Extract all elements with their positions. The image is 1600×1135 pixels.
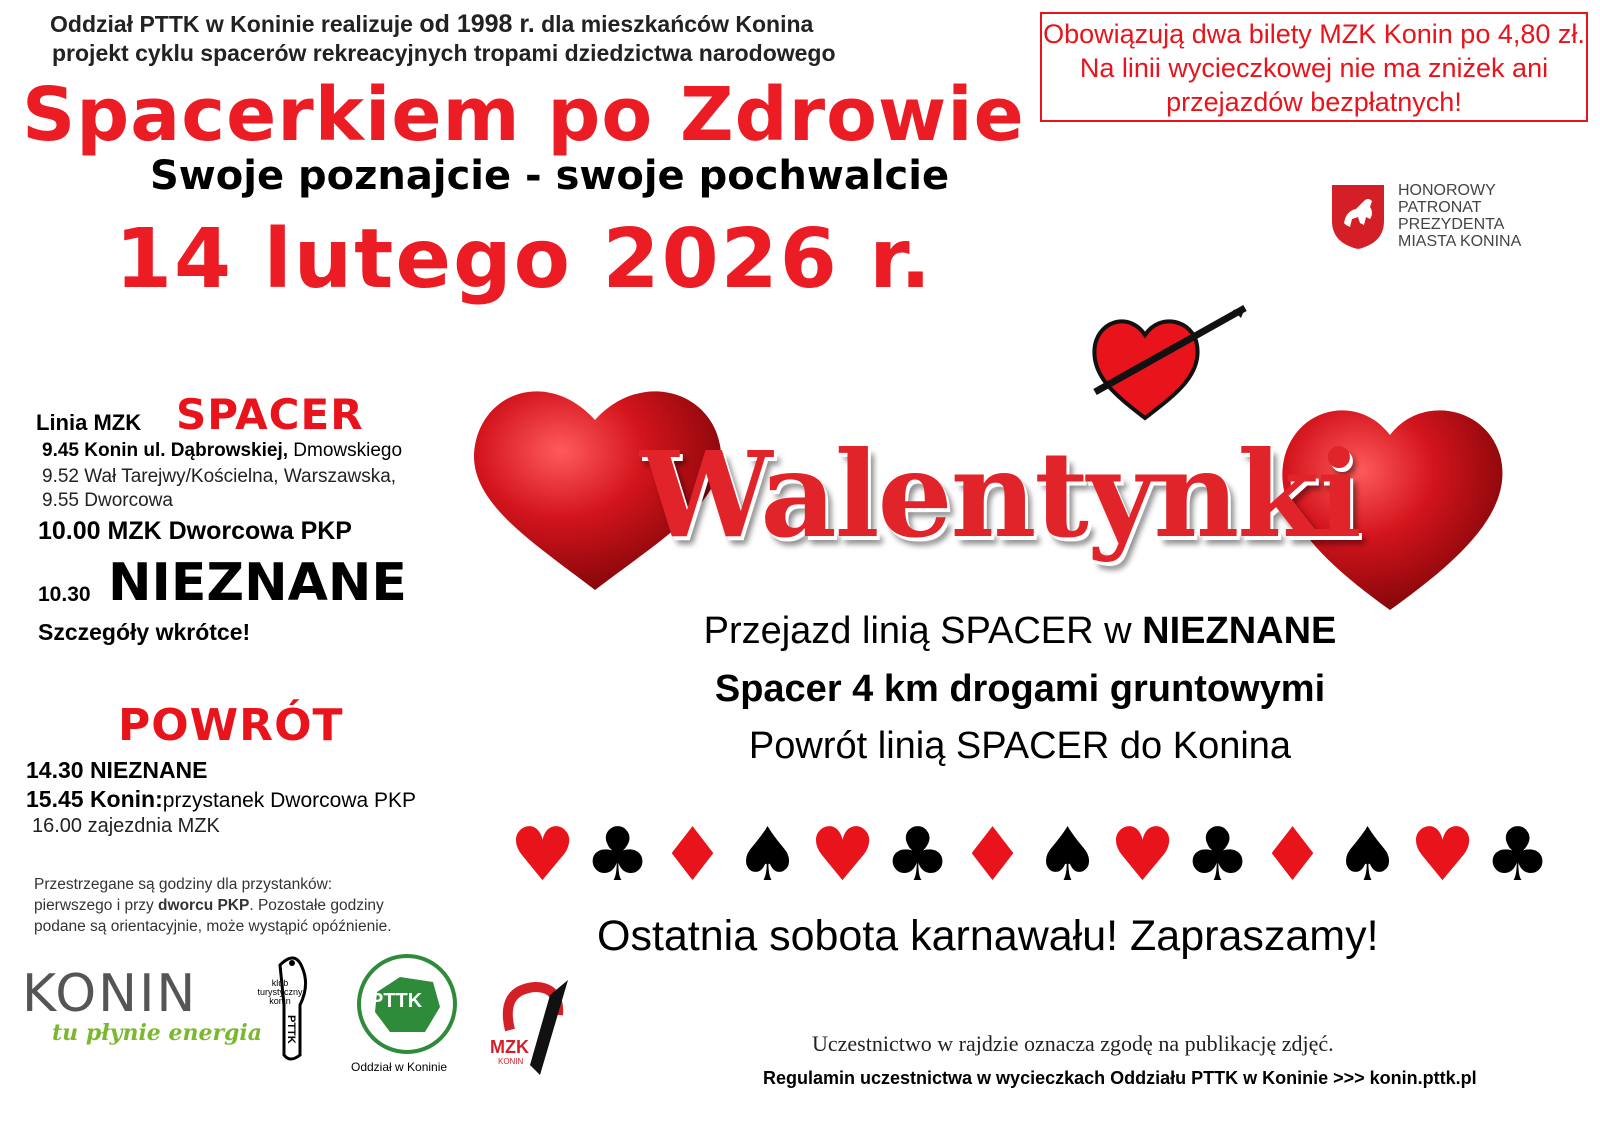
return-1: 14.30 NIEZNANE <box>26 757 208 783</box>
heart-suit-icon: ♥ <box>509 812 576 898</box>
motto: Swoje poznajcie - swoje pochwalcie <box>150 153 950 199</box>
diamond-suit-icon: ♦ <box>659 812 726 898</box>
card-suits-row <box>505 812 1555 898</box>
destination-name: NIEZNANE <box>108 553 407 613</box>
heart-suit-icon: ♥ <box>1409 812 1476 898</box>
spade-suit-icon: ♠ <box>1034 812 1101 898</box>
return-3: 16.00 zajezdnia MZK <box>32 815 220 837</box>
return-title: POWRÓT <box>118 700 344 751</box>
return-2: 15.45 Konin:przystanek Dworcowa PKP <box>26 786 417 812</box>
stop-2: 9.52 Wał Tarejwy/Kościelna, Warszawska, <box>42 466 397 487</box>
footnote: Przestrzegane są godziny dla przystanków: pierwszego i przy dworcu PKP. Pozostałe godziny podane są orientacyjnie, może wystąpić opóźnienie. <box>34 876 392 935</box>
return-info: Powrót linią SPACER do Konina <box>748 725 1292 767</box>
ticket-notice: Obowiązują dwa bilety MZK Konin po 4,80 zł. Na linii wycieczkowej nie ma zniżek ani przejazdów bezpłatnych! <box>1040 12 1588 122</box>
konin-logo: KONIN tu płynie energia <box>22 964 263 1046</box>
organizer-line: Oddział PTTK w Koninie realizuje od 1998 r. dla mieszkańców Konina <box>50 10 814 38</box>
club-suit-icon: ♣ <box>884 812 951 898</box>
stop-1: 9.45 Konin ul. Dąbrowskiej, Dmowskiego <box>42 440 403 461</box>
club-suit-icon: ♣ <box>584 812 651 898</box>
stop-4: 10.00 MZK Dworcowa PKP <box>38 517 352 545</box>
spade-suit-icon: ♠ <box>1334 812 1401 898</box>
photo-consent: Uczestnictwo w rajdzie oznacza zgodę na publikację zdjęć. <box>812 1031 1334 1056</box>
rules-link[interactable]: Regulamin uczestnictwa w wycieczkach Oddziału PTTK w Koninie >>> konin.pttk.pl <box>763 1068 1477 1088</box>
mzk-logo: MZK KONIN <box>490 975 580 1080</box>
diamond-suit-icon: ♦ <box>1259 812 1326 898</box>
line-label: Linia MZK <box>36 410 142 435</box>
project-description: projekt cyklu spacerów rekreacyjnych tropami dziedzictwa narodowego <box>52 40 836 66</box>
walentynki-title: Walentynki <box>640 425 1360 564</box>
closing-line: Ostatnia sobota karnawału! Zapraszamy! <box>597 912 1379 960</box>
club-suit-icon: ♣ <box>1484 812 1551 898</box>
pttk-logo: PTTK Oddział w Koninie <box>355 952 460 1077</box>
diamond-suit-icon: ♦ <box>959 812 1026 898</box>
tourist-club-logo: klub turystyczny konin PTTK <box>240 945 320 1065</box>
konin-coat-of-arms-icon <box>1330 183 1386 256</box>
club-suit-icon: ♣ <box>1184 812 1251 898</box>
heart-suit-icon: ♥ <box>1109 812 1176 898</box>
heart-arrow-icon <box>1085 300 1275 435</box>
walk-info: Spacer 4 km drogami gruntowymi <box>714 668 1326 710</box>
stop-3: 9.55 Dworcowa <box>42 490 173 511</box>
destination-time: 10.30 <box>38 583 91 606</box>
details-soon: Szczegóły wkrótce! <box>38 619 251 645</box>
page-title: Spacerkiem po Zdrowie <box>22 72 1025 158</box>
event-date: 14 lutego 2026 r. <box>115 212 934 307</box>
heart-suit-icon: ♥ <box>809 812 876 898</box>
spade-suit-icon: ♠ <box>734 812 801 898</box>
trip-info: Przejazd linią SPACER w NIEZNANE <box>703 610 1337 652</box>
line-name: SPACER <box>176 390 364 439</box>
honorary-patronage: HONOROWY PATRONAT PREZYDENTA MIASTA KONINA <box>1398 182 1522 250</box>
